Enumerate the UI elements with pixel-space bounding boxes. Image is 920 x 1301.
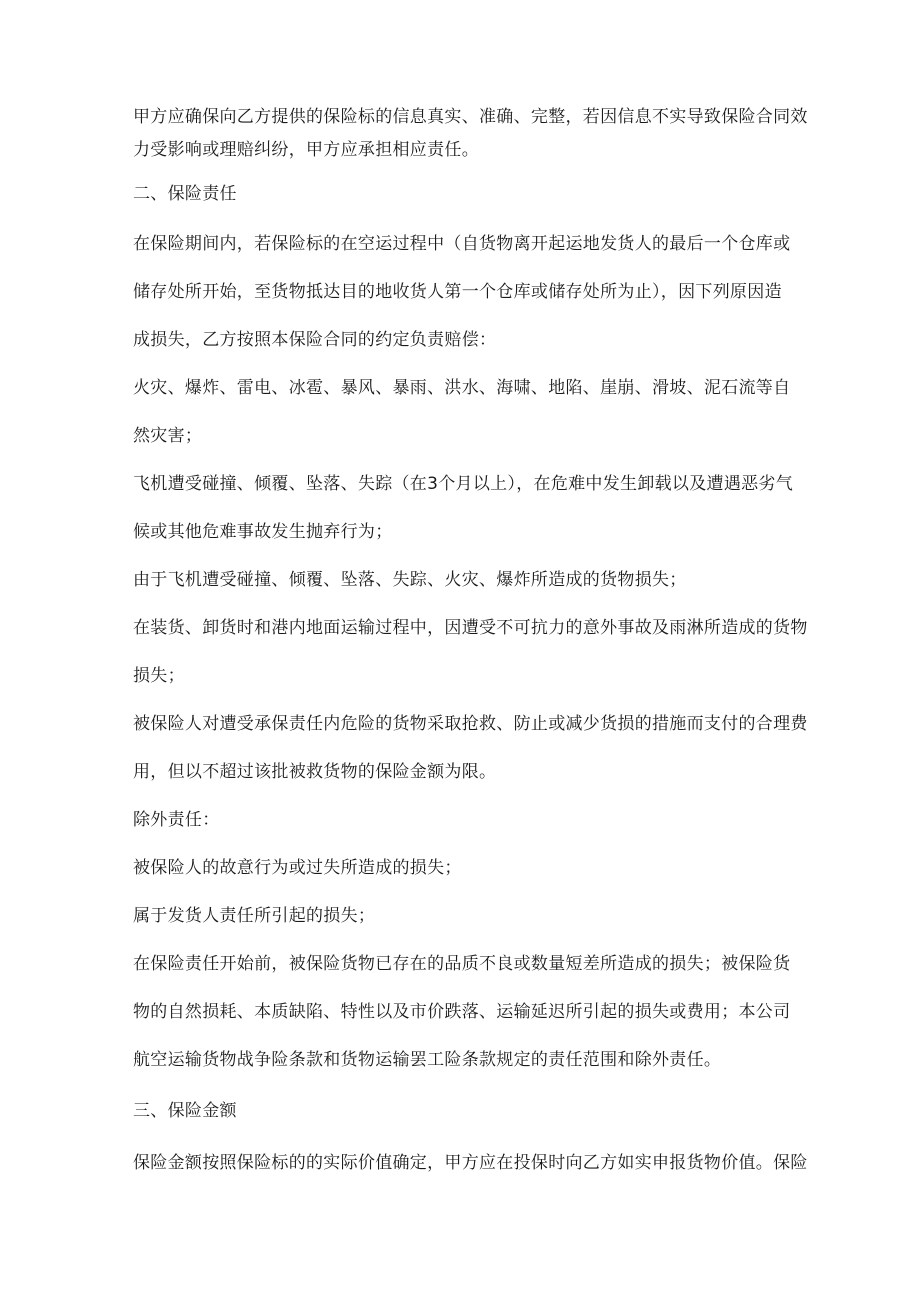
text-line: 物的自然损耗、本质缺陷、特性以及市价跌落、运输延迟所引起的损失或费用；本公司 [133,1002,791,1022]
text-line: 损失； [133,666,185,686]
text-line: 航空运输货物战争险条款和货物运输罢工险条款规定的责任范围和除外责任。 [133,1050,722,1070]
text-line: 然灾害； [133,426,203,446]
text-line: 候或其他危难事故发生抛弃行为； [133,522,393,542]
text-line: 力受影响或理赔纠纷，甲方应承担相应责任。 [133,140,479,160]
text-line: 在保险责任开始前，被保险货物已存在的品质不良或数量短差所造成的损失；被保险货 [133,954,791,974]
text-line: 属于发货人责任所引起的损失； [133,906,376,926]
text-line: 被保险人的故意行为或过失所造成的损失； [133,858,462,878]
text-line: 用，但以不超过该批被救货物的保险金额为限。 [133,762,497,782]
text-line: 除外责任： [133,810,220,830]
text-line: 在装货、卸货时和港内地面运输过程中，因遭受不可抗力的意外事故及雨淋所造成的货物 [133,618,808,638]
section-heading: 三、保险金额 [133,1101,237,1121]
text-line: 甲方应确保向乙方提供的保险标的信息真实、准确、完整，若因信息不实导致保险合同效 [133,107,808,127]
text-line: 储存处所开始，至货物抵达目的地收货人第一个仓库或储存处所为止），因下列原因造 [133,282,782,302]
text-line: 由于飞机遭受碰撞、倾覆、坠落、失踪、火灾、爆炸所造成的货物损失； [133,570,687,590]
text-line: 成损失，乙方按照本保险合同的约定负责赔偿： [133,330,497,350]
text-line: 火灾、爆炸、雷电、冰雹、暴风、暴雨、洪水、海啸、地陷、崖崩、滑坡、泥石流等自 [133,378,791,398]
text-line: 在保险期间内，若保险标的在空运过程中（自货物离开起运地发货人的最后一个仓库或 [133,234,791,254]
section-heading: 二、保险责任 [133,184,237,204]
text-line: 保险金额按照保险标的的实际价值确定，甲方应在投保时向乙方如实申报货物价值。保险 [133,1153,808,1173]
text-line: 飞机遭受碰撞、倾覆、坠落、失踪（在3个月以上），在危难中发生卸载以及遭遇恶劣气 [133,474,794,494]
text-line: 被保险人对遭受承保责任内危险的货物采取抢救、防止或减少货损的措施而支付的合理费 [133,714,808,734]
